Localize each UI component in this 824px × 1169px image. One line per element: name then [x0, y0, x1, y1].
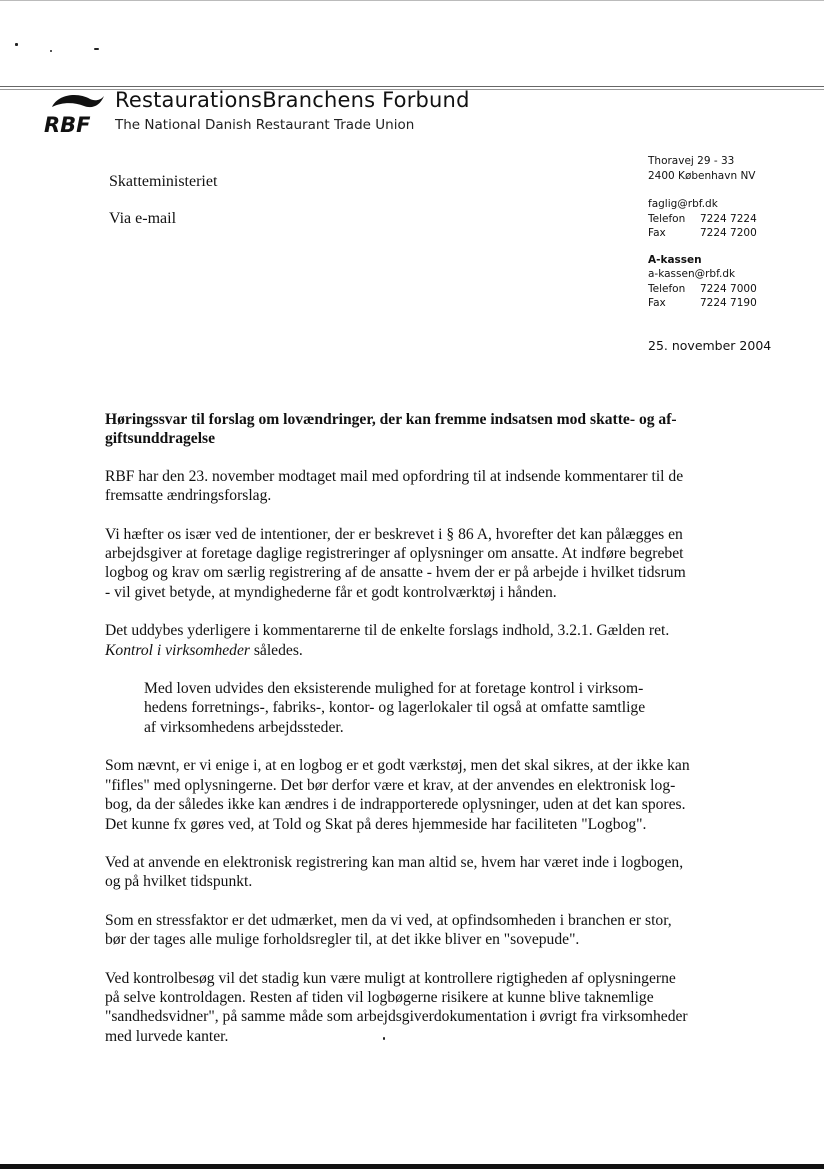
text-line: Vi hæfter os især ved de intentioner, der er beskrevet i § 86 A, hvorefter det kan pålægges en [105, 525, 683, 543]
text-line: arbejdsgiver at foretage daglige registreringer af oplysninger om ansatte. At indføre begrebet [105, 545, 684, 563]
scan-speck [94, 48, 99, 50]
akassen-email: a-kassen@rbf.dk [648, 268, 736, 280]
akassen-fax-number: 7224 7190 [700, 297, 757, 309]
org-subtitle: The National Danish Restaurant Trade Union [115, 117, 415, 133]
text-line: Ved at anvende en elektronisk registrering kan man altid se, hvem har været inde i logbogen, [105, 853, 684, 871]
text-line: Det uddybes yderligere i kommentarerne til de enkelte forslags indhold, 3.2.1. Gælden ret. [105, 622, 670, 640]
text-line [105, 641, 705, 660]
phone-number: 7224 7224 [700, 212, 757, 225]
text-line: med lurvede kanter. [105, 1027, 229, 1045]
letterhead-rule [0, 86, 824, 87]
address-line-1: Thoravej 29 - 33 [648, 155, 735, 167]
text-line: logbog og krav om særlig registrering af de ansatte - hvem der er på arbejde i hvilket tidsrum [105, 564, 686, 582]
subject-line: giftsunddragelse [105, 430, 216, 448]
quote-line: hedens forretnings-, fabriks-, kontor- og lagerlokaler til også at omfatte samtlige [144, 699, 646, 717]
text-line: og på hvilket tidspunkt. [105, 873, 253, 891]
contact-email: faglig@rbf.dk [648, 198, 718, 210]
subject-line: Høringssvar til forslag om lovændringer, der kan fremme indsatsen mod skatte- og af- [105, 411, 677, 428]
letter-date: 25. november 2004 [648, 338, 772, 353]
block-quote [144, 679, 684, 737]
scan-speck [15, 43, 18, 46]
contact-fax-row [648, 226, 808, 241]
address-line-2: 2400 København NV [648, 169, 756, 182]
paragraph-3 [105, 621, 705, 660]
paragraph-6 [105, 911, 705, 950]
contact-phone-row [648, 212, 808, 227]
text-line: "fifles" med oplysningerne. Det bør derfor være et krav, at der anvendes en elektronisk log- [105, 776, 676, 794]
scan-speck [50, 50, 52, 52]
rbf-logo-icon [42, 90, 106, 136]
paragraph-4 [105, 756, 705, 834]
text-line: Som en stressfaktor er det udmærket, men da vi ved, at opfindsomheden i branchen er stor, [105, 911, 672, 929]
paragraph-2 [105, 525, 705, 603]
quote-line: af virksomhedens arbejdssteder. [144, 718, 344, 736]
contact-block [648, 154, 808, 311]
text-line: Ved kontrolbesøg vil det stadig kun være muligt at kontrollere rigtigheden af oplysningerne [105, 969, 676, 987]
akassen-phone-label: Telefon [648, 282, 686, 295]
org-name: RestaurationsBranchens Forbund [115, 88, 470, 112]
akassen-phone-row [648, 282, 808, 297]
paragraph-5 [105, 853, 705, 892]
letter-body [105, 410, 705, 1065]
phone-label: Telefon [648, 212, 686, 225]
recipient-name: Skatteministeriet [109, 173, 218, 190]
text-line: bog, da der således ikke kan ændres i de indrapporterede oplysninger, uden at det kan spores. [105, 796, 686, 814]
akassen-phone-number: 7224 7000 [700, 282, 757, 295]
akassen-fax-label: Fax [648, 297, 666, 309]
italic-phrase: Kontrol i virksomheder [105, 641, 250, 659]
text-line: fremsatte ændringsforslag. [105, 487, 272, 505]
text-line: bør der tages alle mulige forholdsregler til, at det ikke bliver en "sovepude". [105, 931, 580, 949]
akassen-title: A-kassen [648, 253, 702, 266]
text-line: på selve kontroldagen. Resten af tiden vil logbøgerne risikere at kunne blive taknemlige [105, 988, 654, 1006]
subject-heading [105, 410, 705, 449]
quote-line: Med loven udvides den eksisterende mulighed for at foretage kontrol i virksom- [144, 680, 644, 698]
paragraph-7 [105, 969, 705, 1047]
recipient-via: Via e-mail [109, 210, 177, 227]
akassen-fax-row [648, 296, 808, 311]
text-tail: således. [249, 641, 303, 659]
scan-edge-bottom [0, 1164, 824, 1169]
scan-edge-top [0, 0, 824, 1]
text-line: - vil givet betyde, at myndighederne får et godt kontrolværktøj i hånden. [105, 583, 557, 601]
paragraph-1 [105, 467, 705, 506]
fax-number: 7224 7200 [700, 227, 757, 239]
text-line: "sandhedsvidner", på samme måde som arbejdsgiverdokumentation i øvrigt fra virksomheder [105, 1008, 688, 1026]
fax-label: Fax [648, 227, 666, 239]
text-line: RBF har den 23. november modtaget mail med opfordring til at indsende kommentarer til de [105, 467, 684, 485]
text-line: Det kunne fx gøres ved, at Told og Skat på deres hjemmeside har faciliteten "Logbog". [105, 815, 647, 833]
svg-text:RBF: RBF [44, 113, 91, 136]
text-line: Som nævnt, er vi enige i, at en logbog er et godt værkstøj, men det skal sikres, at der ikke kan [105, 757, 690, 775]
